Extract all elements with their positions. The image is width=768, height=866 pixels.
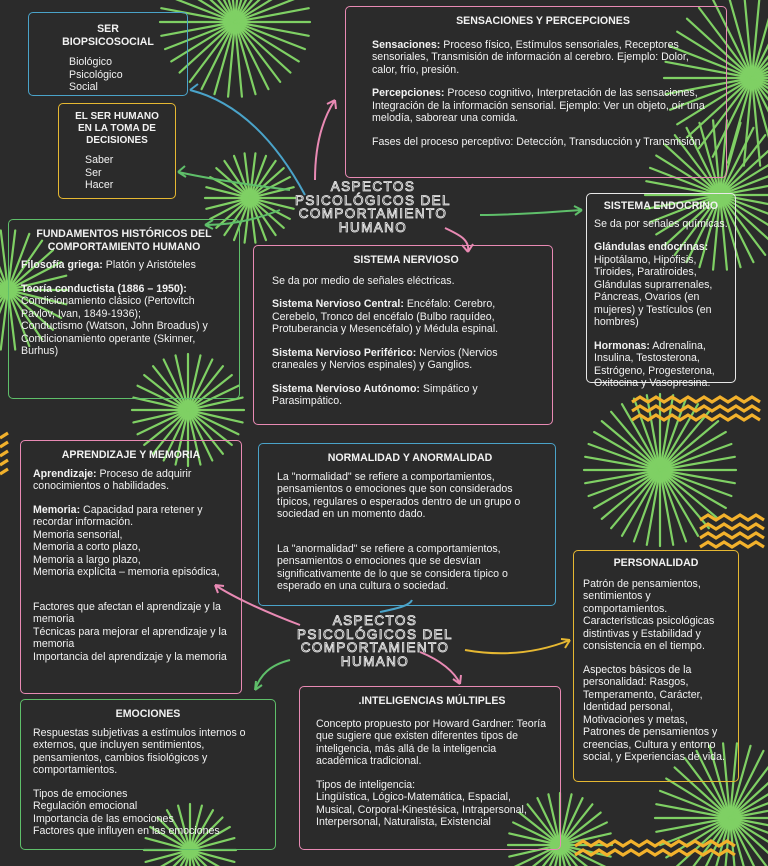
box-title: SISTEMA ENDOCRINO bbox=[603, 200, 719, 212]
box-personalidad bbox=[573, 550, 739, 782]
sensaciones-text: Sensaciones: Proceso físico, Estímulos sensoriales, Receptores sensoriales, Transmisión de información al cerebro. Ejemplo: Dolor, calor, frío, presión. bbox=[372, 38, 689, 76]
fases-text: Fases del proceso perceptivo: Detección, Transducción y Transmisión bbox=[372, 135, 701, 148]
box-title: APRENDIZAJE Y MEMORIA bbox=[61, 449, 201, 461]
personalidad-text-2: Aspectos básicos de la personalidad: Rasgos, Temperamento, Carácter, Identidad personal, Motivaciones y metas, Patrones de pensamientos y creencias, Cultura y entorno social, y Experiencias de vida. bbox=[583, 663, 725, 763]
nervioso-intro: Se da por medio de señales eléctricas. bbox=[272, 274, 455, 287]
box-aprendizaje-memoria bbox=[20, 440, 242, 694]
normalidad-text: La "normalidad" se refiere a comportamientos, pensamientos o emociones que son considerados típicos, regulares o esperados dentro de un grupo o sociedad en un momento dado. bbox=[277, 470, 521, 520]
zigzag-left bbox=[0, 433, 8, 474]
arrow-to-personalidad bbox=[465, 639, 570, 653]
memoria-text: Memoria: Capacidad para retener y recordar información. Memoria sensorial, Memoria a corto plazo, Memoria a largo plazo, Memoria explícita – memoria episódica, bbox=[33, 503, 220, 578]
nervioso-autonomo-text: Sistema Nervioso Autónomo: Simpático y Parasimpático. bbox=[272, 382, 478, 407]
box-title: .INTELIGENCIAS MÚLTIPLES bbox=[358, 695, 506, 707]
center-title-top: ASPECTOS PSICOLÓGICOS DEL COMPORTAMIENTO HUMANO bbox=[295, 179, 451, 235]
nervioso-central-text: Sistema Nervioso Central: Encéfalo: Cerebro, Cerebelo, Tronco del encéfalo (Bulbo raquídeo, Protuberancia y Mesencéfalo) y Médula espinal. bbox=[272, 298, 499, 335]
teoria-conductista-text: Teoría conductista (1886 – 1950): Condicionamiento clásico (Pertovitch Pavlov, Ivan, 1849-1936); Conductismo (Watson, John Broadus) y Condicionamiento operante (Skinner, Burhus) bbox=[21, 282, 208, 357]
center-title-bottom: ASPECTOS PSICOLÓGICOS DEL COMPORTAMIENTO HUMANO bbox=[297, 613, 453, 669]
box-title: SENSACIONES Y PERCEPCIONES bbox=[456, 15, 630, 27]
list-item: Psicológico bbox=[69, 68, 123, 81]
hormonas-text: Hormonas: Adrenalina, Insulina, Testosterona, Estrógeno, Progesterona, Oxitocina y Vasopresina. bbox=[594, 339, 715, 389]
box-title: SER BIOPSICOSOCIAL bbox=[62, 23, 154, 48]
arrow-to-endocrino bbox=[480, 206, 582, 215]
box-ser-biopsicosocial bbox=[28, 12, 188, 96]
emociones-text-1: Respuestas subjetivas a estímulos internos o externos, que incluyen sentimientos, pensamientos, cambios fisiológicos y comportamientos. bbox=[33, 726, 246, 776]
list-item: Saber bbox=[85, 154, 114, 167]
box-sistema-nervioso bbox=[253, 245, 553, 425]
box-normalidad-anormalidad bbox=[258, 443, 556, 606]
inteligencias-text-1: Concepto propuesto por Howard Gardner: Teoría que sugiere que existen diferentes tipos de inteligencia, más allá de la inteligencia académica tradicional. bbox=[316, 717, 547, 767]
glandulas-text: Glándulas endocrinas: Hipotálamo, Hipófisis, Tiroides, Paratiroides, Glándulas suprarrenales, Páncreas, Ovarios (en mujeres) y Testículos (en hombres) bbox=[594, 241, 713, 328]
emociones-text-2: Tipos de emociones Regulación emocional Importancia de las emociones Factores que influyen en las emociones bbox=[33, 787, 220, 837]
zigzag-right-lower bbox=[700, 515, 764, 547]
box-toma-decisiones bbox=[58, 103, 176, 199]
box-sistema-endocrino bbox=[586, 193, 736, 389]
list-item: Social bbox=[69, 81, 98, 93]
nervioso-periferico-text: Sistema Nervioso Periférico: Nervios (Nervios craneales y Nervios espinales) y Ganglios. bbox=[272, 346, 498, 371]
list-item: Hacer bbox=[85, 179, 114, 192]
box-title: SISTEMA NERVIOSO bbox=[353, 254, 459, 266]
box-fundamentos-historicos bbox=[8, 219, 240, 399]
box-title: NORMALIDAD Y ANORMALIDAD bbox=[327, 452, 493, 464]
box-sensaciones-percepciones bbox=[345, 6, 727, 178]
box-title: EL SER HUMANO EN LA TOMA DE DECISIONES bbox=[75, 111, 159, 146]
box-title: FUNDAMENTOS HISTÓRICOS DEL COMPORTAMIENTO HUMANO bbox=[36, 228, 212, 253]
box-title: EMOCIONES bbox=[115, 708, 181, 720]
list-item: Ser bbox=[85, 166, 102, 179]
box-emociones bbox=[20, 699, 276, 850]
endocrino-intro: Se da por señales químicas. bbox=[594, 217, 728, 230]
box-inteligencias-multiples bbox=[299, 686, 561, 850]
percepciones-text: Percepciones: Proceso cognitivo, Interpretación de las sensaciones, Integración de la información sensorial. Ejemplo: Ver un objeto, oír una melodía, saborear una comida. bbox=[372, 87, 705, 124]
factores-text: Factores que afectan el aprendizaje y la memoria Técnicas para mejorar el aprendizaje y la memoria Importancia del aprendizaje y la memoria bbox=[33, 600, 227, 663]
aprendizaje-text: Aprendizaje: Proceso de adquirir conocimientos o habilidades. bbox=[33, 467, 192, 492]
arrow-to-sensaciones bbox=[315, 100, 336, 180]
inteligencias-text-2: Tipos de inteligencia: Lingüística, Lógico-Matemática, Espacial, Musical, Corporal-Kinestésica, Intrapersonal, Interpersonal, Naturalista, Existencial bbox=[316, 778, 527, 828]
filosofia-griega-text: Filosofía griega: Platón y Aristóteles bbox=[21, 259, 196, 271]
anormalidad-text: La "anormalidad" se refiere a comportamientos, pensamientos o emociones que se desvían significativamente de lo que se considera típico o esperado en una cultura o sociedad. bbox=[277, 542, 508, 592]
list-item: Biológico bbox=[69, 56, 112, 68]
box-title: PERSONALIDAD bbox=[613, 557, 699, 569]
personalidad-text-1: Patrón de pensamientos, sentimientos y comportamientos. Características psicológicas distintivas y Estabilidad y consistencia en el tiempo. bbox=[583, 577, 715, 652]
